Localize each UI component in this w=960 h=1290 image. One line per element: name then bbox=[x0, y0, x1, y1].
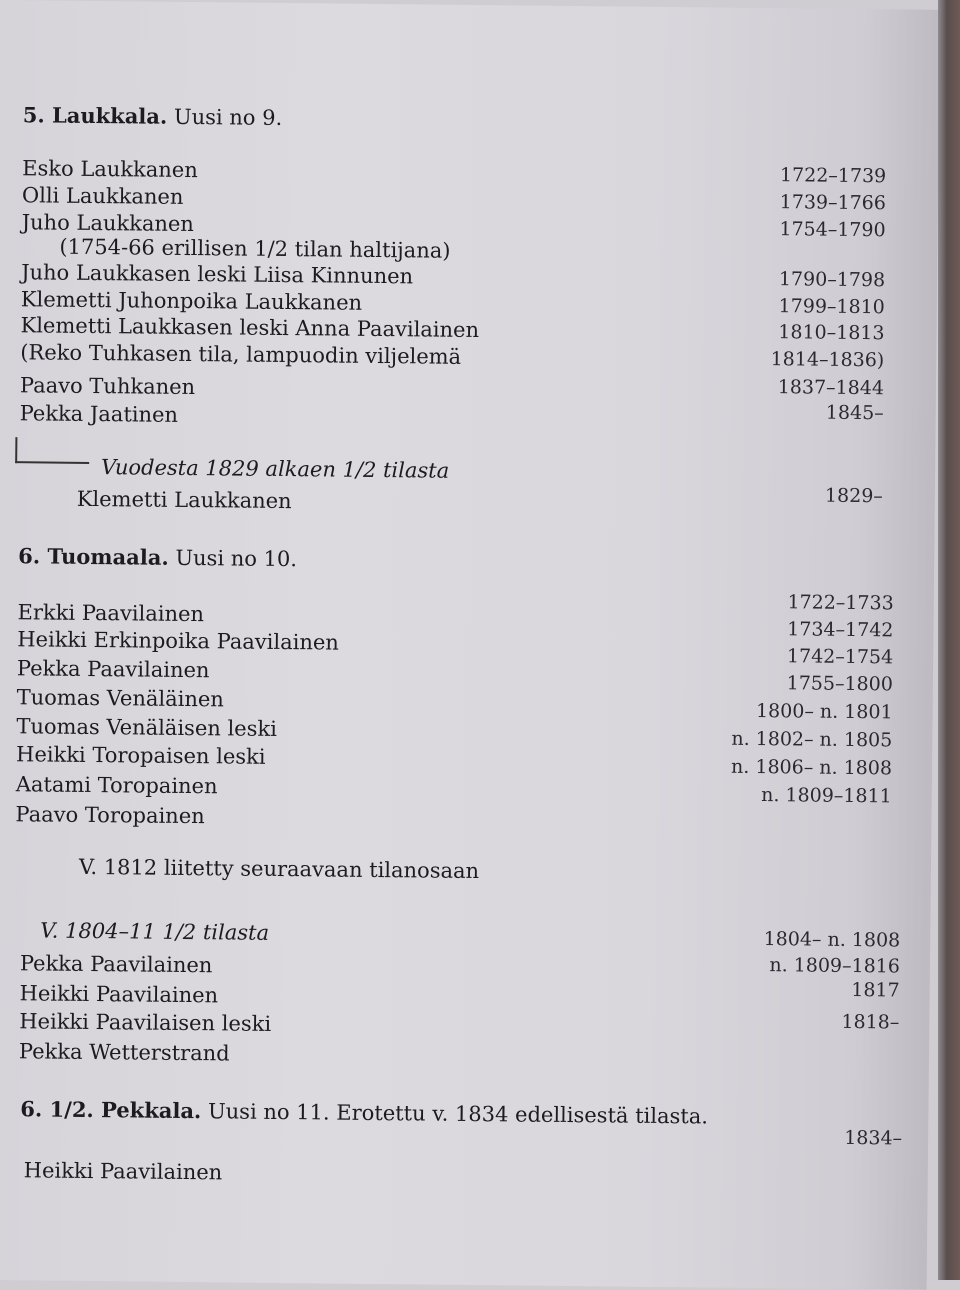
entry-name: Tuomas Venäläinen bbox=[16, 685, 225, 712]
bracket-line bbox=[15, 437, 89, 464]
entry-name: Esko Laukkanen bbox=[22, 156, 198, 183]
entry-years: 1814–1836) bbox=[770, 348, 885, 372]
entry-name: Heikki Paavilainen bbox=[19, 981, 219, 1008]
entry-name: Olli Laukkanen bbox=[21, 183, 184, 209]
entry-years: 1845– bbox=[825, 401, 884, 425]
section-5-number: 5. Laukkala. bbox=[22, 102, 168, 129]
entry-years: 1829– bbox=[824, 484, 883, 508]
entry-years: 1722–1739 bbox=[779, 164, 887, 188]
entry-name: Heikki Paavilainen bbox=[23, 1158, 223, 1185]
entry-name: Pekka Paavilainen bbox=[19, 951, 213, 978]
entry-years: 1742–1754 bbox=[786, 645, 894, 669]
entry-name: Heikki Toropaisen leski bbox=[15, 742, 266, 769]
entry-note: (1754-66 erillisen 1/2 tilan haltijana) bbox=[59, 234, 451, 263]
section-5-heading bbox=[23, 104, 283, 129]
subsection-heading: V. 1804–11 1/2 tilasta bbox=[40, 918, 270, 945]
entry-years: 1837–1844 bbox=[777, 376, 885, 400]
section-6half-heading bbox=[20, 1098, 708, 1127]
entry-name: Pekka Paavilainen bbox=[16, 656, 210, 683]
entry-years: 1799–1810 bbox=[778, 295, 885, 319]
entry-years: 1722–1733 bbox=[787, 591, 894, 615]
entry-name: Klemetti Juhonpoika Laukkanen bbox=[20, 287, 363, 315]
entry-name: Juho Laukkanen bbox=[21, 210, 195, 237]
entry-name: Paavo Toropainen bbox=[15, 802, 205, 829]
entry-years: n. 1802– n. 1805 bbox=[731, 727, 893, 752]
section-6half-subtitle: Uusi no 11. Erotettu v. 1834 edellisestä tilasta. bbox=[207, 1099, 709, 1129]
entry-years: 1790–1798 bbox=[778, 268, 886, 292]
entry-years: 1754–1790 bbox=[779, 218, 886, 242]
entry-years: n. 1806– n. 1808 bbox=[731, 755, 893, 780]
entry-years: 1817 bbox=[851, 978, 900, 1002]
entry-years: 1739–1766 bbox=[779, 191, 887, 215]
entry-years: 1834– bbox=[844, 1126, 903, 1150]
entry-name: (Reko Tuhkasen tila, lampuodin viljelemä bbox=[20, 340, 462, 369]
book-edge bbox=[938, 0, 960, 1280]
section-6-subtitle: Uusi no 10. bbox=[175, 545, 298, 572]
entry-name: Erkki Paavilainen bbox=[17, 600, 205, 627]
entry-name: Heikki Erkinpoika Paavilainen bbox=[17, 627, 340, 655]
entry-years: n. 1809–1811 bbox=[761, 784, 892, 808]
entry-name: Aatami Toropainen bbox=[15, 772, 218, 799]
entry-name: Heikki Paavilaisen leski bbox=[19, 1009, 272, 1036]
entry-years: 1800– n. 1801 bbox=[755, 699, 893, 724]
entry-years: n. 1809–1816 bbox=[769, 954, 901, 978]
entry-name: Klemetti Laukkanen bbox=[76, 486, 292, 514]
section-6half-number: 6. 1/2. Pekkala. bbox=[20, 1096, 202, 1124]
subsection-heading: Vuodesta 1829 alkaen 1/2 tilasta bbox=[100, 455, 450, 483]
entry-years: 1755–1800 bbox=[786, 672, 893, 696]
entry-years: 1734–1742 bbox=[787, 618, 894, 642]
entry-years: 1804– n. 1808 bbox=[763, 928, 901, 952]
entry-name: Klemetti Laukkasen leski Anna Paavilainen bbox=[20, 313, 480, 343]
section-note: V. 1812 liitetty seuraavaan tilanosaan bbox=[78, 854, 480, 884]
entry-name: Juho Laukkasen leski Liisa Kinnunen bbox=[21, 260, 414, 289]
section-6-number: 6. Tuomaala. bbox=[18, 543, 169, 570]
entry-name: Pekka Wetterstrand bbox=[18, 1039, 230, 1066]
section-5-subtitle: Uusi no 9. bbox=[173, 104, 283, 130]
entry-name: Paavo Tuhkanen bbox=[19, 373, 196, 400]
entry-name: Tuomas Venäläisen leski bbox=[16, 714, 278, 741]
entry-years: 1810–1813 bbox=[778, 321, 885, 345]
entry-name: Pekka Jaatinen bbox=[19, 401, 179, 427]
entry-years: 1818– bbox=[841, 1010, 900, 1034]
section-6-heading bbox=[18, 545, 297, 570]
